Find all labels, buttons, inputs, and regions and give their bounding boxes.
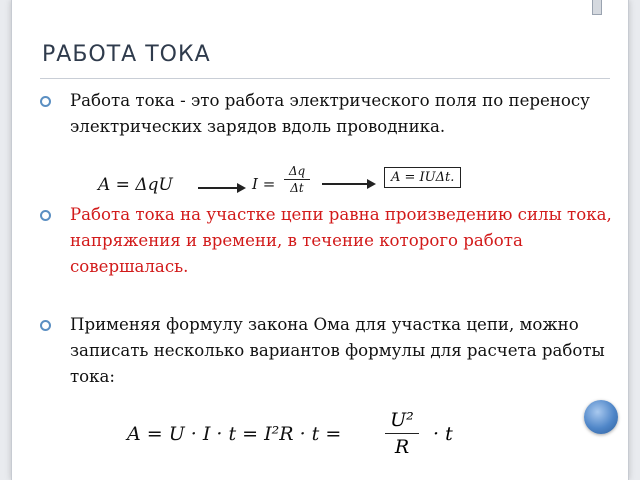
bullet-definition	[42, 88, 612, 140]
formula-work-charge: A = ΔqU	[98, 175, 173, 195]
bullet-ring-icon	[40, 96, 51, 107]
bullet-ring-icon	[40, 320, 51, 331]
slide	[12, 0, 628, 480]
bullet-text: Работа тока - это работа электрического поля по переносу электрических зарядов вдоль проводника.	[70, 91, 590, 136]
bullet-rule	[42, 202, 612, 280]
formula-current-fraction	[284, 163, 310, 196]
arrow-right-icon	[198, 187, 244, 189]
bullet-text: Работа тока на участке цепи равна произведению силы тока, напряжения и времени, в течение которого работа совершалась.	[70, 205, 612, 276]
formula-current-lhs: I =	[252, 175, 276, 193]
final-formula	[127, 405, 487, 465]
final-formula-fraction	[385, 409, 419, 458]
formula-work-result-box: A = IUΔt.	[384, 167, 461, 188]
final-formula-lhs: A = U · I · t = I²R · t =	[127, 423, 342, 445]
fraction-denominator: R	[394, 436, 410, 458]
final-formula-tail: · t	[433, 423, 453, 445]
formula-chain	[98, 165, 498, 205]
fraction-numerator: U²	[390, 409, 414, 431]
fraction-numerator: Δq	[288, 164, 306, 178]
slide-corner-tab	[592, 0, 602, 15]
bullet-ring-icon	[40, 210, 51, 221]
fraction-bar	[385, 433, 419, 434]
fraction-denominator: Δt	[290, 181, 304, 195]
slide-title: РАБОТА ТОКА	[42, 42, 211, 67]
title-divider	[40, 78, 610, 79]
arrow-right-icon	[322, 183, 374, 185]
bullet-text: Применяя формулу закона Ома для участка цепи, можно записать несколько вариантов формулы для расчета работы тока:	[70, 315, 605, 386]
bullet-ohm-law	[42, 312, 612, 390]
decorative-blue-ball-icon	[584, 400, 618, 434]
